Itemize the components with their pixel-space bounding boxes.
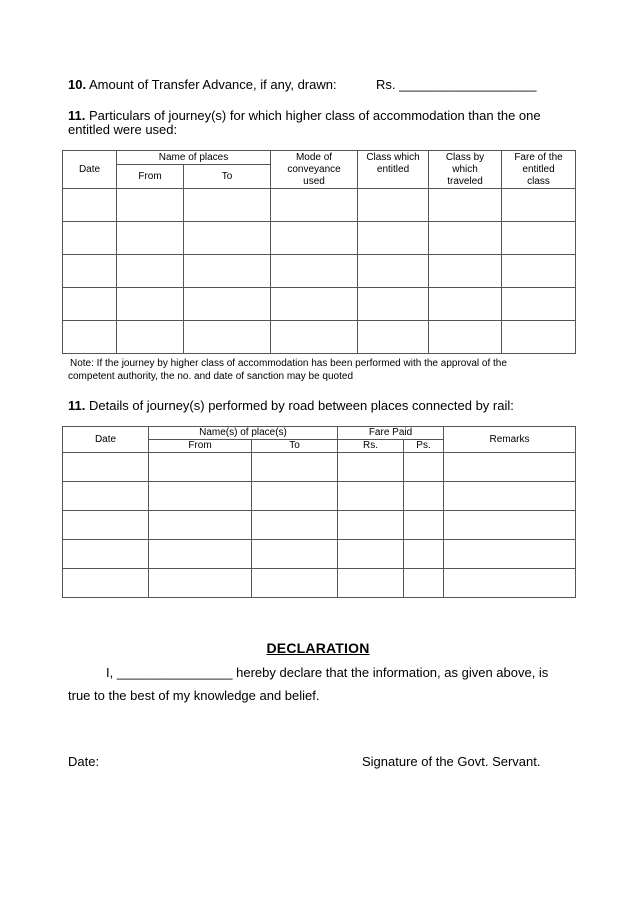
classby-line1: Class by (445, 151, 485, 163)
table-cell[interactable] (271, 288, 358, 321)
fare-line3: class (527, 175, 550, 187)
item-10-number: 10. (68, 77, 87, 92)
table-row (63, 482, 576, 511)
table-cell[interactable] (252, 569, 338, 598)
table-row (63, 453, 576, 482)
table-cell[interactable] (63, 222, 117, 255)
table-cell[interactable] (252, 453, 338, 482)
col-header-date: Date (63, 427, 149, 453)
table-cell[interactable] (271, 255, 358, 288)
classby-line2: which (452, 163, 478, 175)
col-header-mode-of-conveyance (271, 151, 358, 189)
table-cell[interactable] (63, 540, 149, 569)
table-cell[interactable] (404, 569, 444, 598)
col-header-fare-entitled-class (502, 151, 576, 189)
col-header-names-of-places: Name(s) of place(s) (149, 427, 338, 440)
note-line2: competent authority, the no. and date of sanction may be quoted (68, 371, 354, 382)
table-cell[interactable] (149, 511, 252, 540)
table-cell[interactable] (338, 569, 404, 598)
table-cell[interactable] (338, 511, 404, 540)
table-cell[interactable] (429, 288, 502, 321)
table-cell[interactable] (338, 482, 404, 511)
item-11a-line1 (68, 108, 541, 123)
mode-line3: used (303, 175, 325, 187)
table-cell[interactable] (444, 511, 576, 540)
table-cell[interactable] (429, 321, 502, 354)
item-10-line (68, 77, 337, 92)
table-row (63, 288, 576, 321)
table-cell[interactable] (117, 222, 184, 255)
date-label: Date: (68, 754, 100, 769)
col-header-ps: Ps. (404, 440, 444, 453)
table-cell[interactable] (117, 189, 184, 222)
col-header-name-of-places: Name of places (117, 151, 271, 165)
col-header-from: From (149, 440, 252, 453)
table-row (63, 569, 576, 598)
table-cell[interactable] (63, 511, 149, 540)
table-cell[interactable] (358, 222, 429, 255)
table-cell[interactable] (404, 482, 444, 511)
col-header-to: To (184, 165, 271, 189)
table-cell[interactable] (502, 321, 576, 354)
table-cell[interactable] (63, 189, 117, 222)
table-cell[interactable] (502, 288, 576, 321)
fare-line2: entitled (522, 163, 555, 175)
table-row (63, 222, 576, 255)
declaration-line1: I, ________________ hereby declare that the information, as given above, is (106, 665, 549, 680)
table-row (63, 511, 576, 540)
class-line1: Class which (366, 152, 420, 163)
table-cell[interactable] (149, 482, 252, 511)
table-cell[interactable] (117, 288, 184, 321)
class-line2: entitled (376, 164, 410, 175)
col-header-fare-paid: Fare Paid (338, 427, 444, 440)
table-cell[interactable] (404, 511, 444, 540)
table-cell[interactable] (63, 288, 117, 321)
road-journey-table (62, 426, 576, 598)
classby-line3: traveled (447, 175, 483, 187)
table-cell[interactable] (252, 540, 338, 569)
item-11b-text: Details of journey(s) performed by road between places connected by rail: (88, 398, 514, 413)
table-cell[interactable] (444, 540, 576, 569)
higher-class-journey-table (62, 150, 576, 354)
mode-line2: conveyance (287, 163, 341, 175)
table-cell[interactable] (149, 453, 252, 482)
table-cell[interactable] (184, 222, 271, 255)
fare-line1: Fare of the (514, 151, 563, 163)
table-cell[interactable] (63, 255, 117, 288)
table-cell[interactable] (429, 189, 502, 222)
table-cell[interactable] (502, 222, 576, 255)
table-cell[interactable] (358, 321, 429, 354)
table-cell[interactable] (117, 255, 184, 288)
table-cell[interactable] (252, 511, 338, 540)
table-cell[interactable] (429, 222, 502, 255)
table-cell[interactable] (444, 482, 576, 511)
item-11a-text-line2: entitled were used: (68, 122, 178, 137)
col-header-date: Date (63, 151, 117, 189)
table-cell[interactable] (184, 189, 271, 222)
table-cell[interactable] (338, 453, 404, 482)
table-cell[interactable] (252, 482, 338, 511)
table-cell[interactable] (358, 189, 429, 222)
table-cell[interactable] (358, 288, 429, 321)
table-cell[interactable] (271, 321, 358, 354)
table-cell[interactable] (358, 255, 429, 288)
table-cell[interactable] (117, 321, 184, 354)
table-cell[interactable] (444, 453, 576, 482)
item-11b-line (68, 398, 514, 413)
table-cell[interactable] (63, 482, 149, 511)
table-cell[interactable] (63, 569, 149, 598)
table-cell[interactable] (444, 569, 576, 598)
table-cell[interactable] (149, 540, 252, 569)
table-row (63, 255, 576, 288)
col-header-to: To (252, 440, 338, 453)
col-header-class-traveled (429, 151, 502, 189)
col-header-rs: Rs. (338, 440, 404, 453)
table-cell[interactable] (502, 255, 576, 288)
table-row (63, 540, 576, 569)
table-cell[interactable] (184, 288, 271, 321)
item-11b-number: 11. (68, 398, 86, 413)
table-cell[interactable] (271, 189, 358, 222)
item-11a-text-line1: Particulars of journey(s) for which higher class of accommodation than the one (88, 108, 541, 123)
table-cell[interactable] (63, 453, 149, 482)
table-cell[interactable] (338, 540, 404, 569)
item-11a-number: 11. (68, 108, 86, 123)
declaration-line2: true to the best of my knowledge and belief. (68, 688, 320, 703)
mode-line1: Mode of (295, 151, 333, 163)
table-row (63, 321, 576, 354)
table-cell[interactable] (184, 321, 271, 354)
transfer-advance-amount-field: Rs. ___________________ (376, 77, 537, 92)
item-10-text: Amount of Transfer Advance, if any, drawn: (88, 77, 337, 92)
table-cell[interactable] (502, 189, 576, 222)
col-header-remarks: Remarks (444, 427, 576, 453)
table-cell[interactable] (271, 222, 358, 255)
note-line1: Note: If the journey by higher class of accommodation has been performed with the approval of the (70, 358, 507, 369)
declaration-title: DECLARATION (266, 640, 370, 656)
col-header-from: From (117, 165, 184, 189)
table-cell[interactable] (404, 540, 444, 569)
table-cell[interactable] (429, 255, 502, 288)
signature-label: Signature of the Govt. Servant. (362, 754, 541, 769)
table-cell[interactable] (404, 453, 444, 482)
table-cell[interactable] (149, 569, 252, 598)
table-cell[interactable] (184, 255, 271, 288)
table-row (63, 189, 576, 222)
col-header-class-entitled (358, 151, 429, 189)
table-cell[interactable] (63, 321, 117, 354)
